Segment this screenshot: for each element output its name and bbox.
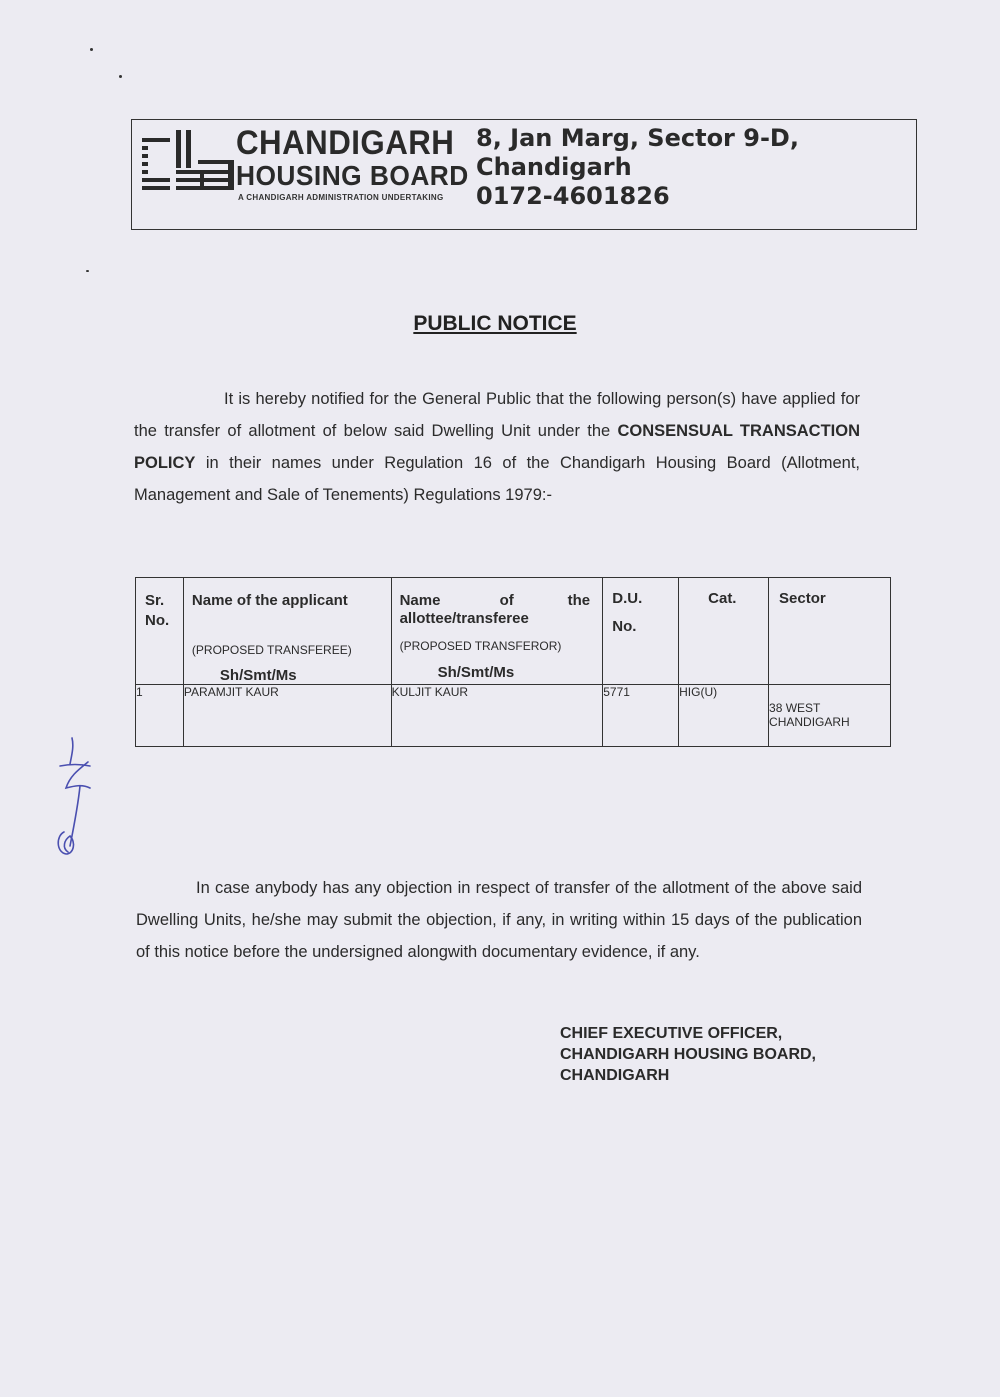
table-row <box>136 685 891 747</box>
intro-text-b: in their names under Regulation 16 of the Chandigarh Housing Board (Allotment, Management and Sale of Tenements) Regulations 1979:- <box>134 454 860 504</box>
header-sr-line1: Sr. <box>145 592 165 609</box>
transfer-table <box>135 577 891 747</box>
header-sr-no <box>136 578 184 685</box>
signature-line2: CHANDIGARH HOUSING BOARD, <box>560 1046 816 1063</box>
row-du-no: 5771 <box>603 685 679 747</box>
brand-tagline: A CHANDIGARH ADMINISTRATION UNDERTAKING <box>238 193 444 202</box>
header-sector <box>769 578 891 685</box>
header-applicant-prefix: Sh/Smt/Ms <box>219 667 297 684</box>
header-allottee-word1: Name <box>399 592 441 609</box>
signature-block <box>560 1023 816 1086</box>
header-allottee-line2: allottee/transferee <box>399 610 529 627</box>
letterhead <box>131 119 917 230</box>
header-du-line1: D.U. <box>612 590 643 607</box>
address-block <box>476 124 799 211</box>
header-sr-line2: No. <box>145 612 170 629</box>
objection-text: In case anybody has any objection in respect of transfer of the allotment of the above said Dwelling Units, he/she may submit the objection, if any, in writing within 15 days of the publication of this notice before the undersigned alongwith documentary evidence, if any. <box>136 879 862 961</box>
header-allottee-prefix: Sh/Smt/Ms <box>437 664 515 681</box>
header-applicant-title: Name of the applicant <box>191 592 348 609</box>
header-applicant-sub: (PROPOSED TRANSFEREE) <box>191 643 352 657</box>
row-sr: 1 <box>136 685 184 747</box>
intro-paragraph <box>134 383 860 511</box>
scan-speck <box>86 270 89 272</box>
phone-number: 0172-4601826 <box>476 182 670 210</box>
header-applicant <box>183 578 391 685</box>
row-applicant: PARAMJIT KAUR <box>183 685 391 747</box>
objection-paragraph <box>136 872 862 968</box>
address-line2: Chandigarh <box>476 153 632 181</box>
address-line1: 8, Jan Marg, Sector 9-D, <box>476 124 799 152</box>
header-allottee-word3: the <box>567 592 591 609</box>
notice-title: PUBLIC NOTICE <box>413 312 577 335</box>
row-sector-line2: CHANDIGARH <box>769 715 850 729</box>
signature-line3: CHANDIGARH <box>560 1067 670 1084</box>
handwritten-initials-icon <box>50 736 110 866</box>
intro-text-a: It is hereby notified for the General Public that the following person(s) have applied for the transfer of allotment of below said Dwelling Unit under the <box>134 390 860 440</box>
intro-policy-name: CONSENSUAL TRANSACTION POLICY <box>134 422 861 472</box>
row-sector <box>769 685 891 747</box>
row-allottee: KULJIT KAUR <box>391 685 603 747</box>
header-allottee-sub: (PROPOSED TRANSFEROR) <box>399 639 562 653</box>
brand-name-line2: HOUSING BOARD <box>236 160 469 191</box>
chb-logo-icon <box>142 130 234 196</box>
signature-line1: CHIEF EXECUTIVE OFFICER, <box>560 1025 783 1042</box>
header-du-line2: No. <box>612 618 637 635</box>
header-cat <box>679 578 769 685</box>
table-header-row <box>136 578 891 685</box>
header-du-no <box>603 578 679 685</box>
scan-speck <box>119 75 122 78</box>
header-sector-label: Sector <box>779 590 826 607</box>
row-cat: HIG(U) <box>679 685 769 747</box>
header-cat-label: Cat. <box>708 590 737 607</box>
header-allottee-word2: of <box>499 592 514 609</box>
row-sector-line1: 38 WEST <box>769 701 821 715</box>
header-allottee <box>391 578 603 685</box>
scan-speck <box>90 48 93 51</box>
brand-name-line1: CHANDIGARH <box>236 124 455 162</box>
